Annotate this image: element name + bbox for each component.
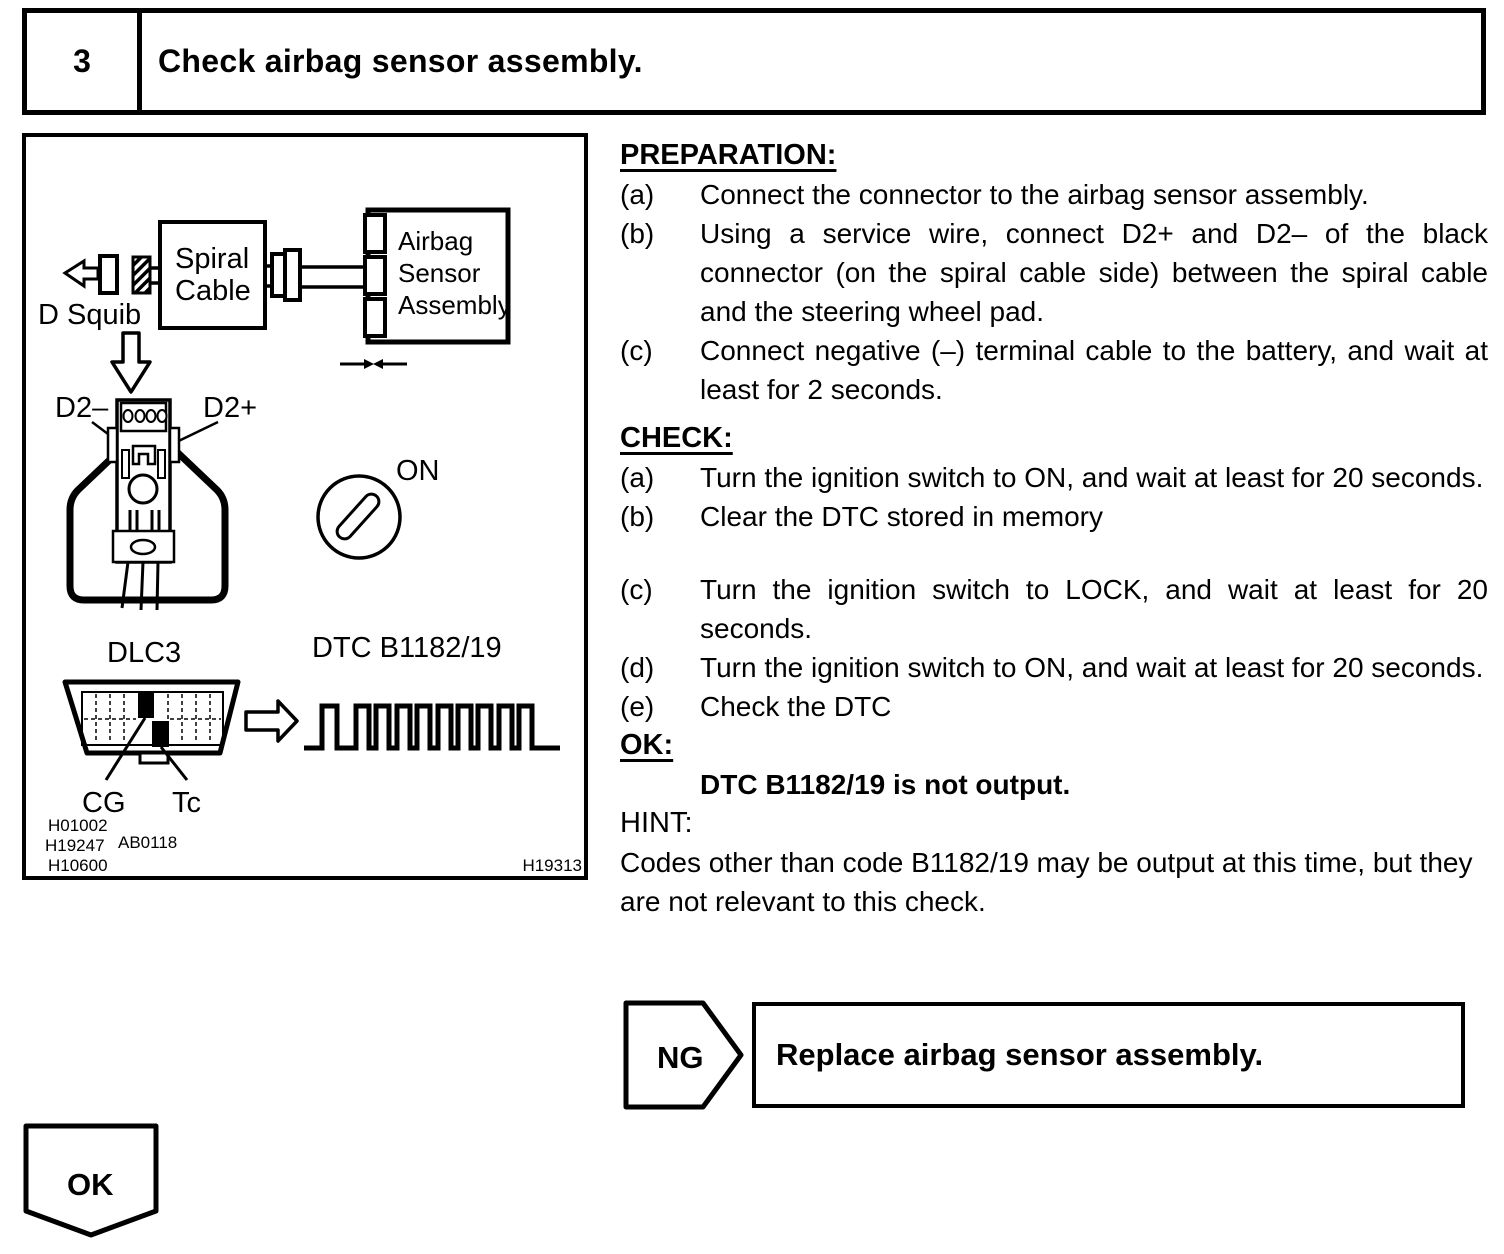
preparation-heading: PREPARATION: xyxy=(620,139,837,171)
check-item-d xyxy=(620,648,1488,687)
item-text: Check the DTC xyxy=(700,691,892,722)
squib-connector-symbol xyxy=(65,256,161,293)
step-number: 3 xyxy=(27,13,142,110)
item-label: (e) xyxy=(620,691,655,722)
item-label: (b) xyxy=(620,501,655,532)
item-text: Connect the connector to the airbag sensor assembly. xyxy=(700,179,1369,210)
dtc-code-label: DTC B1182/19 xyxy=(312,632,502,664)
step-title: Check airbag sensor assembly. xyxy=(158,43,643,79)
item-text: Turn the ignition switch to ON, and wait at least for 20 seconds. xyxy=(700,652,1484,683)
check-item-e xyxy=(620,687,1488,726)
d2-plus-label: D2+ xyxy=(203,392,258,424)
item-text: Using a service wire, connect D2+ and D2– of the black connector (on the spiral cable side) between the spiral cable and the steering wheel pad. xyxy=(700,218,1488,327)
part-codes xyxy=(45,816,582,875)
procedure-text xyxy=(620,136,1488,921)
check-heading: CHECK: xyxy=(620,422,733,454)
item-text: Turn the ignition switch to ON, and wait at least for 20 seconds. xyxy=(700,462,1484,493)
wiring-diagram xyxy=(26,137,584,876)
dtc-waveform xyxy=(304,706,560,748)
press-together-arrows-icon xyxy=(340,359,407,369)
dlc3-label: DLC3 xyxy=(107,637,182,669)
cg-label: CG xyxy=(82,787,126,819)
item-label: (a) xyxy=(620,179,655,210)
item-label: (c) xyxy=(620,335,653,366)
item-label: (c) xyxy=(620,574,653,605)
prep-item-a xyxy=(620,175,1488,214)
right-arrow-icon xyxy=(246,701,297,741)
prep-item-b xyxy=(620,214,1488,331)
ok-label: OK xyxy=(67,1167,114,1202)
ng-arrow xyxy=(623,1000,745,1115)
item-text: Clear the DTC stored in memory xyxy=(700,501,1104,532)
item-label: (a) xyxy=(620,462,655,493)
spiral-cable-box xyxy=(160,222,265,328)
d2-connector-detail xyxy=(55,392,257,610)
item-label: (b) xyxy=(620,218,655,249)
ignition-on-label: ON xyxy=(396,455,440,487)
check-item-c xyxy=(620,570,1488,648)
figure-box xyxy=(22,133,588,880)
d2-minus-label: D2– xyxy=(55,392,109,424)
harness-connector-symbol xyxy=(265,250,368,300)
cg-pin xyxy=(138,692,154,718)
ng-action-box: Replace airbag sensor assembly. xyxy=(752,1002,1465,1108)
hint-text: Codes other than code B1182/19 may be output at this time, but they are not relevant to this check. xyxy=(620,847,1473,917)
airbag-label-3: Assembly xyxy=(398,290,511,320)
hint-heading: HINT: xyxy=(620,807,693,839)
spiral-cable-label-2: Cable xyxy=(175,275,251,307)
tc-pin xyxy=(152,721,169,747)
ok-result: DTC B1182/19 is not output. xyxy=(700,769,1071,800)
check-item-b xyxy=(620,497,1488,536)
dlc3-connector xyxy=(65,682,238,819)
prep-item-c xyxy=(620,331,1488,409)
part-code-3: AB0118 xyxy=(118,833,178,852)
part-code-2: H19247 xyxy=(45,836,105,855)
airbag-label-2: Sensor xyxy=(398,258,481,288)
d-squib-label: D Squib xyxy=(38,299,142,331)
figure-id: H19313 xyxy=(522,856,582,875)
ok-heading: OK: xyxy=(620,729,674,761)
tc-label: Tc xyxy=(172,787,201,819)
part-code-1: H01002 xyxy=(48,816,108,835)
part-code-4: H10600 xyxy=(48,856,108,875)
ok-arrow xyxy=(23,1123,160,1244)
airbag-label-1: Airbag xyxy=(398,226,474,256)
item-label: (d) xyxy=(620,652,655,683)
item-text: Connect negative (–) terminal cable to the battery, and wait at least for 2 seconds. xyxy=(700,335,1488,405)
down-arrow-icon xyxy=(112,333,150,392)
airbag-sensor-assembly-box xyxy=(365,210,511,342)
step-header xyxy=(22,8,1486,115)
spiral-cable-label-1: Spiral xyxy=(175,243,250,275)
check-item-a xyxy=(620,458,1488,497)
item-text: Turn the ignition switch to LOCK, and wait at least for 20 seconds. xyxy=(700,574,1488,644)
ng-label: NG xyxy=(657,1040,704,1075)
ignition-switch-icon xyxy=(318,455,440,558)
